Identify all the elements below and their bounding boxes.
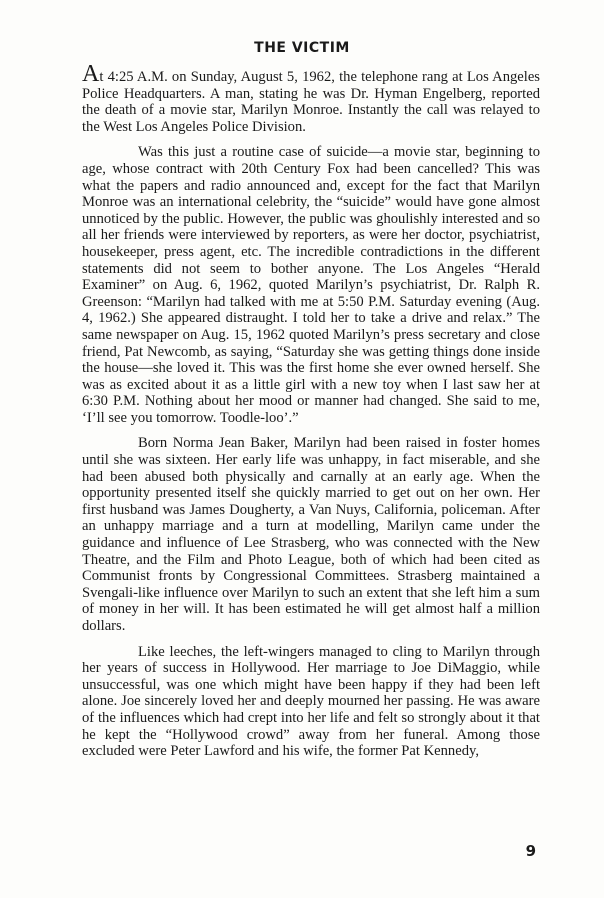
- paragraph-3: Born Norma Jean Baker, Marilyn had been raised in foster homes until she was sixteen. Her early life was unhappy, in fact miserable, and she had been abused both physically and carnally at an early age. When the opportunity presented itself she quickly married to get out on her own. Her first husband was James Dougherty, a Van Nuys, California, policeman. After an unhappy marriage and a turn at modelling, Marilyn came under the guidance and influence of Lee Strasberg, who was connected with the New Theatre, and the Film and Photo League, both of which had been cited as Communist fronts by Congressional Committees. Strasberg maintained a Svengali-like influence over Marilyn to such an extent that she left him a sum of money in her will. It has been estimated he will get almost half a million dollars.: [82, 435, 540, 634]
- paragraph-1-text: t 4:25 A.M. on Sunday, August 5, 1962, the telephone rang at Los Angeles Police Headquarters. A man, stating he was Dr. Hyman Engelberg, reported the death of a movie star, Marilyn Monroe. Instantly the call was relayed to the West Los Angeles Police Division.: [82, 69, 540, 135]
- paragraph-4: Like leeches, the left-wingers managed to cling to Marilyn through her years of success in Hollywood. Her marriage to Joe DiMaggio, while unsuccessful, was one which might have been happy if they had been left alone. Joe sincerely loved her and deeply mourned her passing. He was aware of the influences which had crept into her life and felt so strongly about it that he kept the “Hollywood crowd” away from her funeral. Among those excluded were Peter Lawford and his wife, the former Pat Kennedy,: [82, 643, 540, 760]
- paragraph-2: Was this just a routine case of suicide—a movie star, beginning to age, whose contract with 20th Century Fox had been cancelled? This was what the papers and radio announced and, except for the fact that Marilyn Monroe was an international celebrity, the “suicide” would have gone almost unnoticed by the public. However, the public was ghoulishly interested and so all her friends were interviewed by reporters, as were her doctor, psychiatrist, housekeeper, press agent, etc. The incredible contradictions in the different statements did not seem to bother anyone. The Los Angeles “Herald Examiner” on Aug. 6, 1962, quoted Marilyn’s psychiatrist, Dr. Ralph R. Greenson: “Marilyn had talked with me at 5:50 P.M. Saturday evening (Aug. 4, 1962.) She appeared distraught. I told her to take a drive and relax.” The same newspaper on Aug. 15, 1962 quoted Marilyn’s press secretary and close friend, Pat Newcomb, as saying, “Saturday she was getting things done inside the house—she loved it. This was the first home she ever owned herself. She was as excited about it as a little girl with a new toy when I last saw her at 6:30 P.M. Nothing about her mood or manner had changed. She said to me, ‘I’ll see you tomorrow. Toodle-loo’.”: [82, 144, 540, 426]
- initial-letter: A: [82, 61, 100, 87]
- paragraph-1: [82, 61, 540, 135]
- page-number: 9: [525, 842, 536, 860]
- chapter-title: THE VICTIM: [254, 40, 350, 56]
- body-text: [82, 61, 540, 769]
